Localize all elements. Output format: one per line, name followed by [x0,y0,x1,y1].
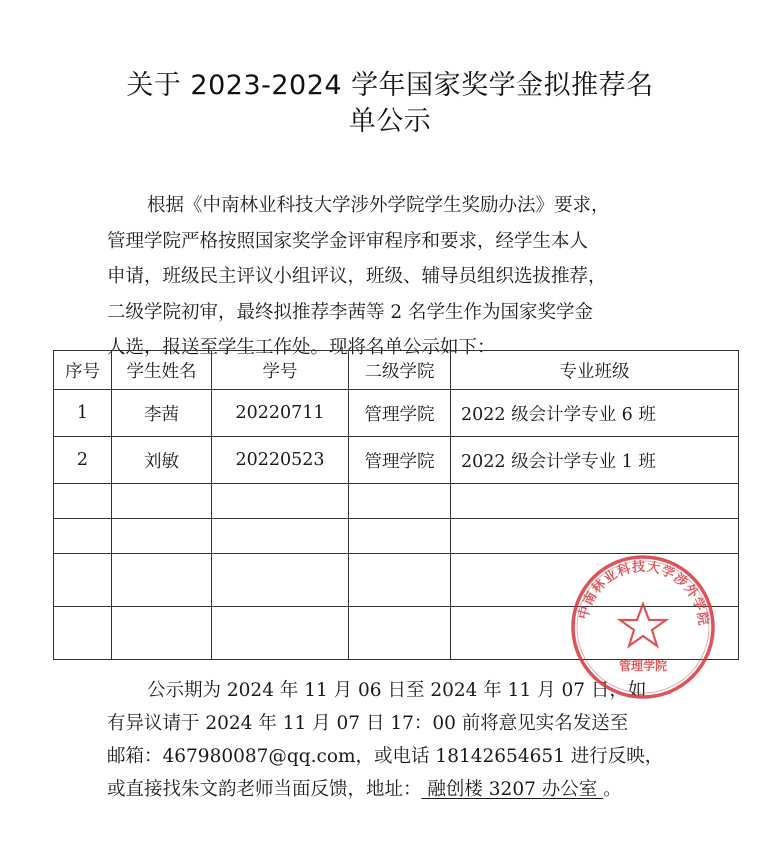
intro-line-5: 人选，报送至学生工作处。现将名单公示如下： [107,337,496,358]
cell-no: 1 [54,390,112,437]
cell-name: 李茜 [112,390,212,437]
cell-college: 管理学院 [349,390,451,437]
empty-row [54,484,739,519]
intro-line-3: 申请，班级民主评议小组评议，班级、辅导员组织选拔推荐， [107,266,607,287]
cell-major-class: 2022 级会计学专业 1 班 [451,437,739,484]
col-header-college: 二级学院 [349,351,451,390]
cell-major-class: 2022 级会计学专业 6 班 [451,390,739,437]
title-line-2: 单公示 [348,106,432,137]
office-address: 融创楼 3207 办公室 [421,779,604,800]
intro-paragraph [107,188,667,366]
recommendation-table [53,350,739,660]
publicity-notice [107,674,687,806]
cell-no: 2 [54,437,112,484]
notice-line-3: 邮箱：467980087@qq.com，或电话 18142654651 进行反映， [107,746,664,767]
notice-title [90,68,690,140]
table-row [54,390,739,437]
intro-line-2: 管理学院严格按照国家奖学金评审程序和要求，经学生本人 [107,230,589,252]
empty-row [54,607,739,660]
col-header-no: 序号 [54,351,112,390]
cell-college: 管理学院 [349,437,451,484]
svg-text:中南林业科技大学涉外学院: 中南林业科技大学涉外学院 [576,559,711,628]
cell-student-id: 20220523 [212,437,349,484]
col-header-name: 学生姓名 [112,351,212,390]
empty-row [54,554,739,607]
cell-student-id: 20220711 [212,390,349,437]
svg-text:管理学院: 管理学院 [618,659,668,673]
intro-line-1: 根据《中南林业科技大学涉外学院学生奖励办法》要求， [147,195,610,216]
title-line-1: 关于 2023-2024 学年国家奖学金拟推荐名 [126,70,654,101]
col-header-student-id: 学号 [212,351,349,390]
empty-row [54,519,739,554]
notice-line-2: 有异议请于 2024 年 11 月 07 日 17：00 前将意见实名发送至 [107,713,629,734]
table-row [54,437,739,484]
cell-name: 刘敏 [112,437,212,484]
notice-line-1: 公示期为 2024 年 11 月 06 日至 2024 年 11 月 07 日，如 [147,680,647,701]
table-header-row [54,351,739,390]
intro-line-4: 二级学院初审，最终拟推荐李茜等 2 名学生作为国家奖学金 [107,301,594,323]
col-header-major-class: 专业班级 [451,351,739,390]
notice-line-4: 或直接找朱文韵老师当面反馈，地址： 融创楼 3207 办公室 。 [107,779,622,800]
